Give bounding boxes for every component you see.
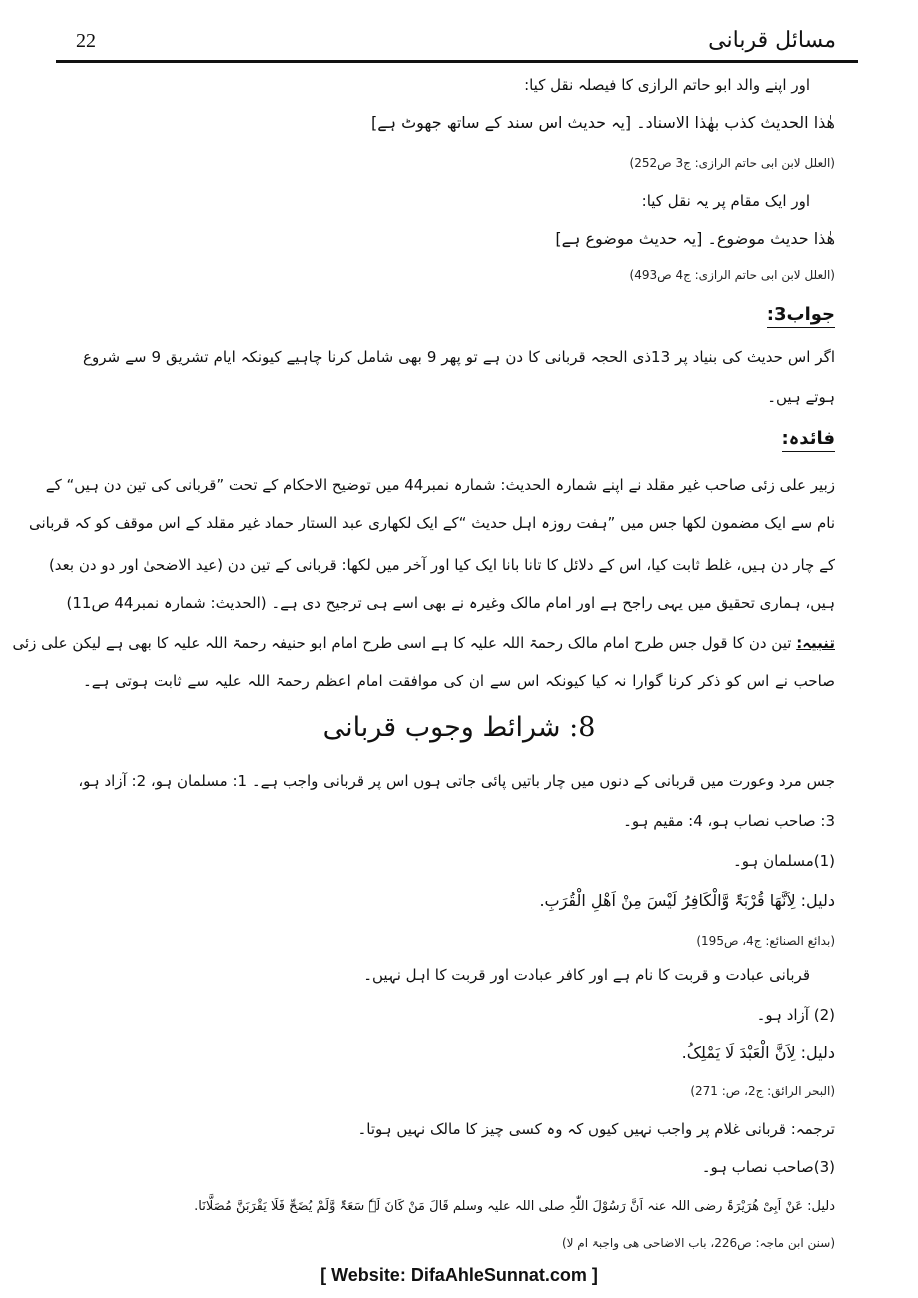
evidence-line: دلیل: لِاَنَّ الْعَبْدَ لَا یَمْلِکُ. [681,1043,835,1062]
tanbih-line [12,632,835,654]
reference-citation: (البحر الرائق: ج2، ص: 271) [690,1084,835,1098]
body-line: قربانی عبادت و قربت کا نام ہے اور کافر عبادت اور قربت کا اہل نہیں۔ [363,966,810,984]
body-line: جس مرد وعورت میں قربانی کے دنوں میں چار باتیں پائی جاتی ہوں اس پر قربانی واجب ہے۔ 1: مسلمان ہو، 2: آزاد ہو، [78,772,835,790]
hadith-verdict-line: ھٰذا الحدیث کذب بھٰذا الاسناد۔ [یہ حدیث اس سند کے ساتھ جھوٹ ہے] [370,113,835,132]
section-title: 8: شرائط وجوب قربانی [322,712,596,743]
body-line: کے چار دن ہیں، غلط ثابت کیا، اس کے دلائل کا تانا بانا ایک کیا اور آخر میں لکھا: قربانی کے تین دن (عید الاضحیٰ اور دو دن بعد) [48,556,835,574]
website-footer: [ Website: DifaAhleSunnat.com ] [320,1265,598,1285]
body-line: ہوتے ہیں۔ [767,388,835,406]
body-line: ہیں، ہماری تحقیق میں یہی راجح ہے اور امام مالک وغیرہ نے بھی اسے ہی ترجیح دی ہے۔ (الحدیث: شمارہ نمبر44 ص11) [66,594,835,612]
body-line: اور اپنے والد ابو حاتم الرازی کا فیصلہ نقل کیا: [524,76,810,94]
page-number: 22 [76,30,96,52]
body-line: زبیر علی زئی صاحب غیر مقلد نے اپنے شمارہ الحدیث: شمارہ نمبر44 میں توضیح الاحکام کے تحت ”قربانی کی تین دن ہیں“ کے [45,476,835,494]
body-line: 3: صاحب نصاب ہو، 4: مقیم ہو۔ [623,812,835,830]
reference-citation: (بدائع الصنائع: ج4، ص195) [696,934,835,948]
body-line: صاحب نے اس کو ذکر کرنا گوارا نہ کیا کیونکہ اس سے ان کی موافقت امام اعظم رحمۃ اللہ علیہ سے ثابت ہوتی ہے۔ [83,672,835,690]
tanbih-text: تین دن کا قول جس طرح امام مالک رحمۃ اللہ علیہ کا ہے اسی طرح امام ابو حنیفہ رحمۃ اللہ علیہ کا بھی ہے لیکن علی زئی [12,634,797,652]
header-divider [56,60,858,63]
translation-line: ترجمہ: قربانی غلام پر واجب نہیں کیوں کہ وہ کسی چیز کا مالک نہیں ہوتا۔ [357,1120,835,1138]
body-line: اور ایک مقام پر یہ نقل کیا: [641,192,810,210]
reference-citation: (العلل لابن ابی حاتم الرازی: ج4 ص493) [629,268,835,282]
subheading-answer-3: جواب3: [767,304,835,328]
subheading-benefit: فائدہ: [782,428,835,452]
reference-citation: (سنن ابن ماجہ: ص226، باب الاضاحی ھی واجبۃ ام لا) [561,1236,835,1250]
evidence-line: دلیل: عَنْ اَبِیْ ھُرَیْرَۃَ رضی اللہ عنہ اَنَّ رَسُوْلَ اللّٰہِ صلی اللہ علیہ وسلم قَالَ مَنْ کَانَ لَہٗ سَعَۃٌ وَّلَمْ یُضَحِّ فَلَا یَقْرَبَنَّ مُصَلَّانَا. [194,1199,835,1214]
condition-heading: (3)صاحب نصاب ہو۔ [701,1158,835,1176]
evidence-line: دلیل: لِاَنَّھَا قُرْبَۃٌ وَّالْکَافِرُ لَیْسَ مِنْ اَھْلِ الْقُرَبِ. [539,891,835,910]
condition-heading: (2) آزاد ہو۔ [756,1006,835,1024]
tanbih-label: تنبیہ: [796,634,835,652]
body-line: نام سے ایک مضمون لکھا جس میں ”ہفت روزہ اہل حدیث “کے ایک لکھاری عبد الستار حماد غیر مقلد کے اس موقف کو کہ قربانی [28,514,835,532]
running-header-title: مسائل قربانی [708,28,836,53]
condition-heading: (1)مسلمان ہو۔ [733,852,835,870]
hadith-verdict-line: ھٰذا حدیث موضوع۔ [یہ حدیث موضوع ہے] [555,229,835,248]
reference-citation: (العلل لابن ابی حاتم الرازی: ج3 ص252) [629,156,835,170]
body-line: اگر اس حدیث کی بنیاد پر 13ذی الحجہ قربانی کا دن ہے تو پھر 9 بھی شامل کرنا چاہیے کیونکہ ایام تشریق 9 سے شروع [83,348,835,366]
